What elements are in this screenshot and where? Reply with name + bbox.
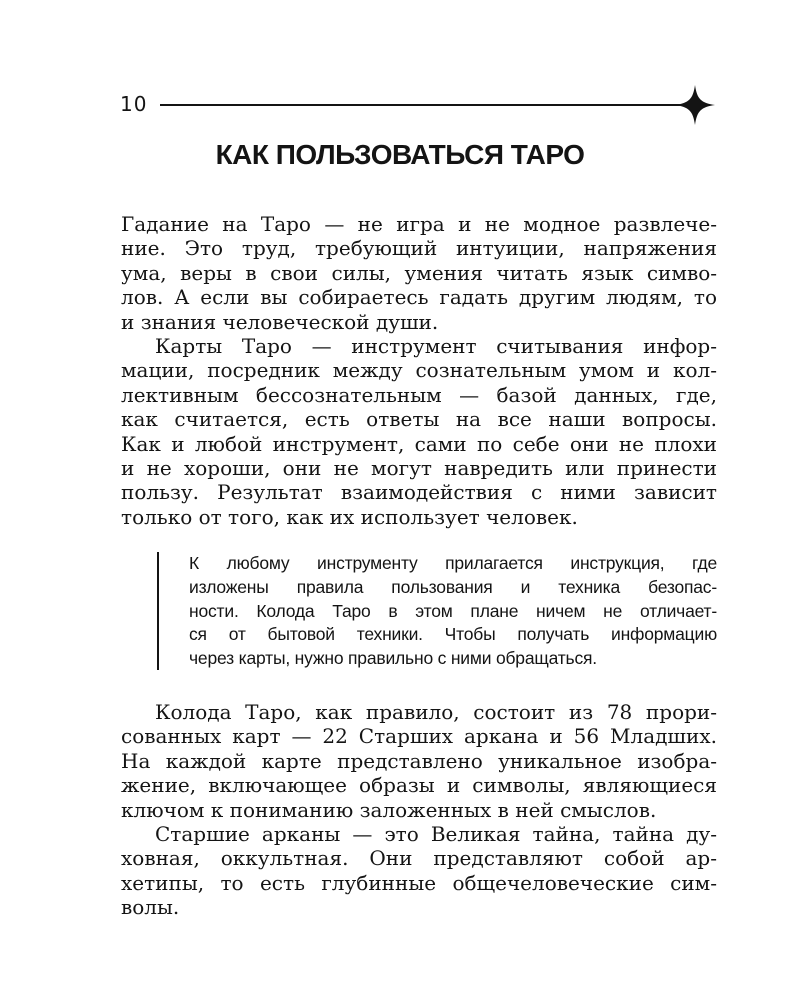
text-line: волы. <box>121 895 180 920</box>
text-line: Колода Таро, как правило, состоит из 78 прори- <box>155 700 717 724</box>
text-block-bottom <box>121 700 717 920</box>
text-line: сованных карт — 22 Старших аркана и 56 Младших. <box>121 724 717 749</box>
callout-line: через карты, нужно правильно с ними обращаться. <box>189 648 597 669</box>
text-line: пользу. Результат взаимодействия с ними зависит <box>121 480 717 505</box>
text-line: ключом к пониманию заложенных в ней смыслов. <box>121 797 657 822</box>
page-number: 10 <box>120 92 148 116</box>
header-rule <box>160 82 720 128</box>
text-line: Старшие арканы — это Великая тайна, тайна ду- <box>155 821 717 846</box>
text-line: жение, включающее образы и символы, являющиеся <box>121 773 717 798</box>
paragraph-major-arcana <box>121 822 717 920</box>
text-line: лективным бессознательным — базой данных, где, <box>121 382 717 407</box>
text-line: Гадание на Таро — не игра и не модное развлече- <box>121 212 717 236</box>
text-line: и не хороши, они не могут навредить или принести <box>121 455 717 480</box>
text-line: ума, веры в свои силы, умения читать язык симво- <box>121 260 717 285</box>
callout-line: ности. Колода Таро в этом плане ничем не отличает- <box>189 600 717 621</box>
callout-line: изложены правила пользования и техника безопас- <box>189 576 717 597</box>
paragraph-deck-structure <box>121 700 717 822</box>
callout-line: ся от бытовой техники. Чтобы получать информацию <box>189 624 717 645</box>
page-title: КАК ПОЛЬЗОВАТЬСЯ ТАРО <box>215 139 585 170</box>
text-line: Карты Таро — инструмент считывания инфор- <box>155 333 717 358</box>
text-line: ховная, оккультная. Они представляют собой ар- <box>121 846 717 871</box>
paragraph-tarot-instrument <box>121 334 717 529</box>
text-line: Как и любой инструмент, сами по себе они не плохи <box>121 431 717 456</box>
text-line: и знания человеческой души. <box>121 309 439 334</box>
paragraph-intro <box>121 212 717 334</box>
four-point-star-icon <box>675 85 715 125</box>
callout-line: К любому инструменту прилагается инструкция, где <box>189 553 717 573</box>
text-line: мации, посредник между сознательным умом и кол- <box>121 358 717 383</box>
text-line: только от того, как их использует человек. <box>121 504 578 529</box>
callout-quote <box>157 552 717 670</box>
callout-text <box>189 552 717 671</box>
text-line: ние. Это труд, требующий интуиции, напряжения <box>121 236 717 261</box>
text-line: как считается, есть ответы на все наши вопросы. <box>121 407 717 432</box>
text-line: хетипы, то есть глубинные общечеловеческие сим- <box>121 870 717 895</box>
text-block-top <box>121 212 717 529</box>
text-line: лов. А если вы собираетесь гадать другим людям, то <box>121 285 717 310</box>
text-line: На каждой карте представлено уникальное изобра- <box>121 748 717 773</box>
